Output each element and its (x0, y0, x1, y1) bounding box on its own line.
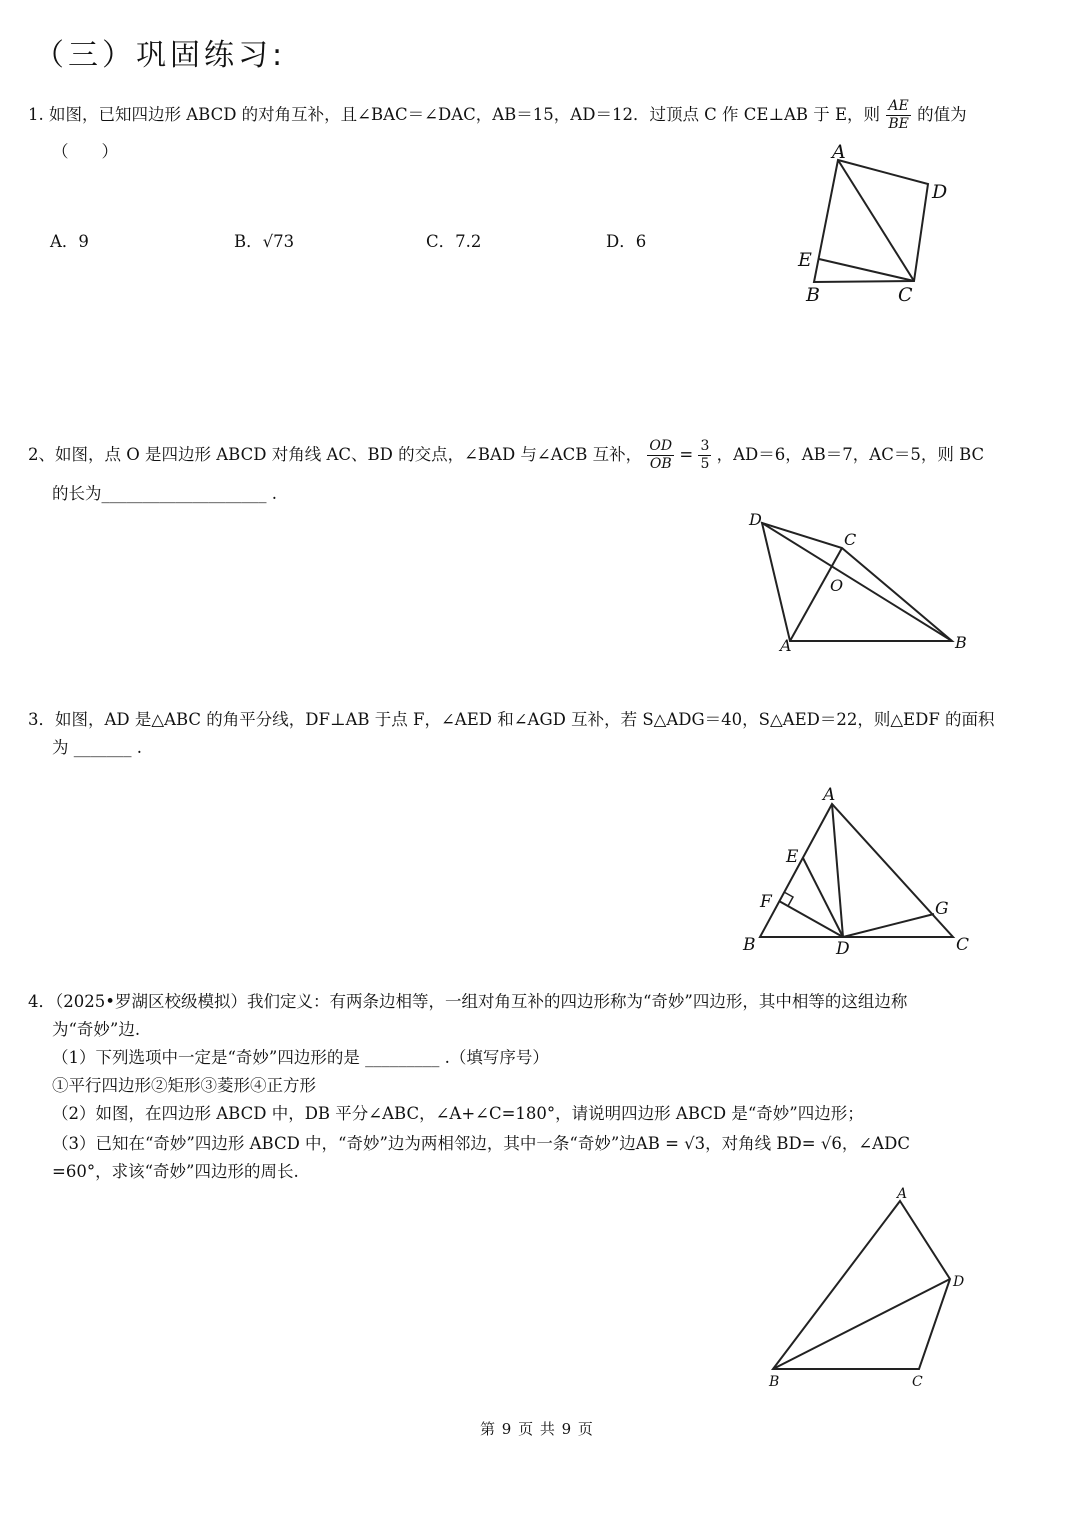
q4-line-5: （2）如图，在四边形 ABCD 中，DB 平分∠ABC，∠A+∠C=180°，请说明四边形 ABCD 是“奇妙”四边形； (52, 1104, 864, 1123)
q2-frac1-num: OD (649, 438, 673, 454)
q2-label-c: C (844, 530, 857, 549)
q1-option-d: D．6 (606, 232, 647, 251)
q2-figure (745, 505, 975, 660)
q3-label-f: F (760, 892, 772, 912)
question-1-text (28, 98, 967, 133)
q3-segment-gd (843, 914, 934, 937)
q2-frac1-den: OB (649, 456, 672, 472)
q4-label-a: A (897, 1186, 908, 1202)
q2-fraction-od-ob (647, 438, 674, 473)
question-2-text (28, 438, 984, 473)
q1-stem-end: 的值为 (917, 105, 967, 124)
q3-label-a: A (823, 785, 836, 805)
q4-line-7: =60°，求该“奇妙”四边形的周长. (52, 1162, 299, 1181)
q1-answer-blank: （ ） (52, 142, 118, 161)
q4-line-6: （3）已知在“奇妙”四边形 ABCD 中，“奇妙”边为两相邻边，其中一条“奇妙”边AB = √3，对角线 BD= √6，∠ADC (52, 1134, 910, 1153)
q1-frac-num: AE (886, 98, 911, 116)
q1-label-b: B (806, 284, 820, 306)
q4-figure (760, 1180, 980, 1395)
q2-diagonal-bd (762, 523, 952, 641)
q3-label-e: E (786, 847, 799, 867)
q1-figure (790, 138, 960, 313)
q1-option-c: C．7.2 (426, 232, 482, 251)
q4-line-2: 为“奇妙”边. (52, 1020, 141, 1039)
q1-segment-ce (819, 259, 914, 281)
q4-line-1: 4．（2025•罗湖区校级模拟）我们定义：有两条边相等，一组对角互补的四边形称为“奇妙”四边形，其中相等的这组边称 (28, 992, 908, 1011)
q4-label-d: D (953, 1274, 965, 1290)
q3-line-1: 3．如图，AD 是△ABC 的角平分线，DF⊥AB 于点 F，∠AED 和∠AGD 互补，若 S△ADG＝40，S△AED＝22，则△EDF 的面积 (28, 710, 995, 729)
q3-label-b: B (743, 935, 756, 955)
q3-figure (735, 780, 985, 960)
q2-label-b: B (955, 633, 967, 652)
q4-line-3: （1）下列选项中一定是“奇妙”四边形的是 _________ .（填写序号） (52, 1048, 549, 1067)
q1-frac-den: BE (888, 116, 909, 132)
section-title: （三）巩固练习: (34, 38, 287, 73)
q4-line-4: ①平行四边形②矩形③菱形④正方形 (52, 1076, 316, 1095)
q2-stem: 2、如图，点 O 是四边形 ABCD 对角线 AC、BD 的交点，∠BAD 与∠ACB 互补， (28, 445, 643, 464)
q1-fraction (886, 98, 911, 133)
q4-label-c: C (912, 1374, 923, 1390)
q4-quadrilateral (773, 1201, 950, 1369)
q1-quadrilateral (814, 160, 928, 282)
q1-label-c: C (898, 284, 913, 306)
page-footer: 第 9 页 共 9 页 (480, 1420, 594, 1438)
q2-label-a: A (780, 636, 792, 655)
q3-line-2: 为 _______ . (52, 738, 142, 757)
q4-label-b: B (769, 1374, 780, 1390)
q2-label-o: O (830, 576, 844, 595)
q1-label-a: A (832, 141, 846, 163)
q2-line-2: 的长为____________________ . (52, 484, 277, 503)
q2-equals: = (679, 445, 694, 464)
q1-stem: 1. 如图，已知四边形 ABCD 的对角互补，且∠BAC＝∠DAC，AB＝15，AD＝12．过顶点 C 作 CE⊥AB 于 E，则 (28, 105, 881, 124)
q2-stem-end: ，AD＝6，AB＝7，AC＝5，则 BC (716, 445, 985, 464)
q3-label-c: C (956, 935, 970, 955)
q3-label-d: D (836, 939, 850, 959)
q2-frac2-num: 3 (700, 438, 710, 454)
q3-label-g: G (935, 899, 949, 919)
q1-label-d: D (932, 181, 948, 203)
q2-fraction-3-5 (698, 438, 711, 473)
q1-option-a: A．9 (50, 232, 89, 251)
q2-frac2-den: 5 (700, 456, 710, 472)
q1-option-b: B．√73 (234, 232, 295, 251)
q1-label-e: E (798, 249, 812, 271)
q2-label-d: D (749, 510, 762, 529)
